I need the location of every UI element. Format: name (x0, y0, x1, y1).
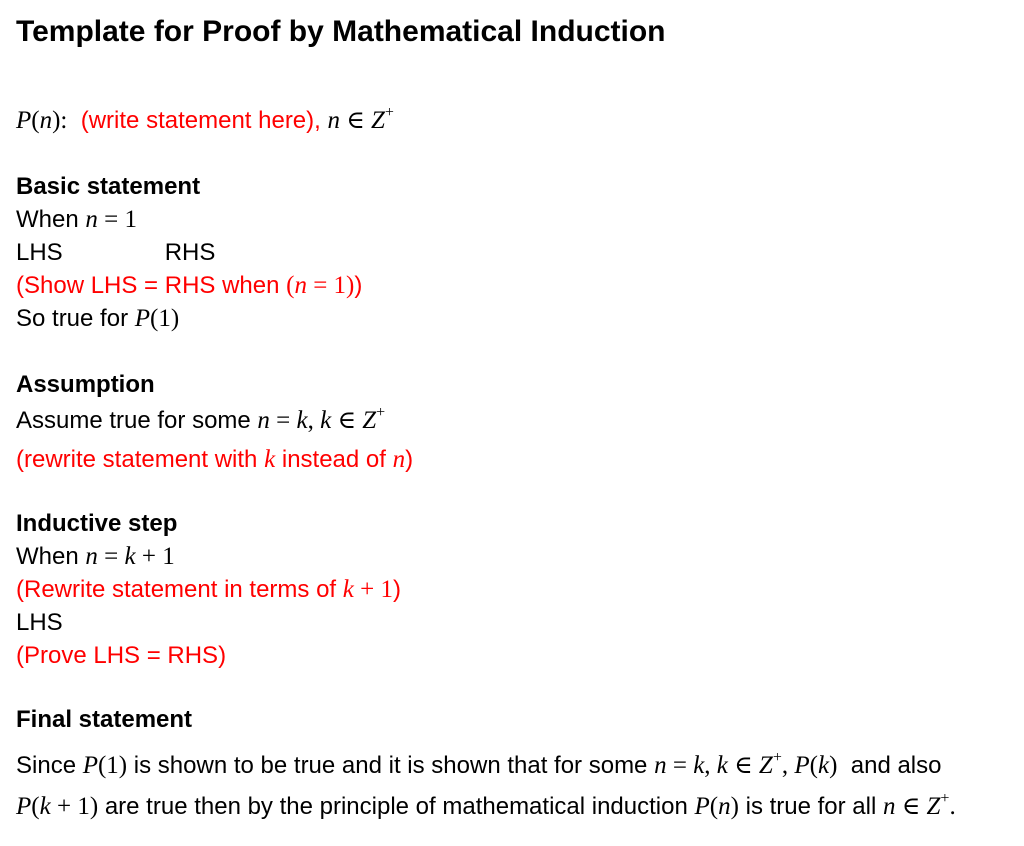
math-var-P: P (16, 107, 32, 134)
text-run: Assume true for some (16, 407, 258, 434)
math-var-n: n (882, 793, 896, 820)
rhs-label: RHS (164, 239, 216, 266)
element-of-symbol: ∈ (727, 752, 759, 779)
lhs-rhs-line (16, 236, 1018, 269)
rewrite-note-run: instead of (275, 446, 393, 473)
prove-lhs-rhs-note-line (16, 639, 1018, 672)
math-paren: ( (31, 793, 40, 820)
math-var-k: k (716, 752, 728, 779)
math-paren: ( (809, 752, 818, 779)
math-var-P: P (16, 793, 32, 820)
final-paragraph-line-1 (16, 745, 1018, 786)
text-run: is true for all (738, 793, 883, 820)
rewrite-terms-note-run: (Rewrite statement in terms of (16, 576, 343, 603)
math-period: . (949, 793, 956, 820)
math-var-k-red: k (264, 446, 276, 473)
math-var-n: n (654, 752, 667, 779)
math-var-n: n (85, 206, 98, 233)
math-var-k: k (693, 752, 705, 779)
math-var-n: n (39, 107, 53, 134)
prove-note-run: (Prove LHS = RHS) (16, 642, 227, 669)
math-var-n: n (85, 543, 98, 570)
so-true-line (16, 302, 1018, 335)
element-of-symbol: ∈ (340, 107, 372, 134)
math-var-k: k (817, 752, 830, 779)
final-paragraph-line-2 (16, 786, 1018, 827)
math-arg-one: (1) (97, 752, 128, 779)
math-plus-one-red: + 1 (353, 576, 393, 603)
basic-statement-heading: Basic statement (16, 173, 201, 200)
final-statement-heading: Final statement (16, 706, 193, 733)
math-equals: = (269, 407, 297, 434)
math-plus-one: + 1 (135, 543, 175, 570)
math-plus-one: + 1) (50, 793, 99, 820)
rewrite-note-run: (rewrite statement with (16, 446, 265, 473)
inductive-when-line (16, 540, 1018, 573)
lhs-label: LHS (16, 239, 63, 266)
math-var-P: P (794, 752, 810, 779)
lhs-line (16, 606, 1018, 639)
closing-paren-red: ) (354, 272, 363, 299)
math-var-k: k (124, 543, 136, 570)
rewrite-statement-note-line (16, 443, 1018, 476)
math-var-n: n (327, 107, 340, 134)
text-run: are true then by the principle of mathematical induction (98, 793, 695, 820)
math-paren: ( (31, 107, 40, 134)
show-note-run: (Show LHS = RHS when (16, 272, 287, 299)
math-var-P: P (134, 305, 151, 332)
inductive-step-heading: Inductive step (16, 510, 178, 537)
math-var-k: k (296, 407, 308, 434)
text-run: So true for (16, 305, 135, 332)
math-comma: , (781, 752, 795, 779)
superscript-plus: + (376, 404, 386, 421)
math-var-Z: Z (371, 107, 385, 134)
math-var-k: k (39, 793, 51, 820)
gap-run (321, 107, 328, 134)
assumption-heading: Assumption (16, 371, 155, 398)
math-var-n-red: n (392, 446, 406, 473)
closing-paren-red: ) (392, 576, 401, 603)
math-var-Z: Z (758, 752, 773, 779)
math-var-n-red: n (294, 272, 307, 299)
closing-paren-red: ) (405, 446, 414, 473)
math-paren-colon: ): (52, 107, 68, 134)
math-var-k-red: k (342, 576, 354, 603)
math-comma: , (704, 752, 717, 779)
rewrite-in-terms-note-line (16, 573, 1018, 606)
lhs-label: LHS (16, 609, 63, 636)
superscript-plus: + (940, 790, 950, 807)
superscript-plus: + (384, 104, 394, 121)
element-of-symbol: ∈ (895, 793, 927, 820)
math-comma: , (307, 407, 321, 434)
text-run: is shown to be true and it is shown that for some (127, 752, 655, 779)
text-run: and also (837, 752, 942, 779)
math-var-Z: Z (926, 793, 941, 820)
math-paren: ) (730, 793, 739, 820)
math-equals-one-red: = 1) (306, 272, 355, 299)
superscript-plus: + (772, 749, 782, 766)
page-title: Template for Proof by Mathematical Induction (16, 15, 666, 48)
assume-true-line (16, 404, 1018, 437)
basic-when-line (16, 203, 1018, 236)
math-paren: ( (709, 793, 719, 820)
math-paren: ) (829, 752, 838, 779)
pn-definition-line (16, 104, 1018, 138)
math-var-n: n (257, 407, 270, 434)
math-equals: = (97, 543, 125, 570)
show-lhs-rhs-note-line (16, 269, 1018, 302)
text-run: When (16, 543, 86, 570)
math-var-P: P (694, 793, 710, 820)
math-paren-red: ( (286, 272, 295, 299)
math-equals-one: = 1 (97, 206, 137, 233)
math-var-n: n (718, 793, 731, 820)
text-run: Since (16, 752, 83, 779)
math-var-k: k (320, 407, 332, 434)
write-statement-here-note: (write statement here), (80, 107, 321, 134)
math-var-P: P (82, 752, 98, 779)
math-arg-one: (1) (150, 305, 180, 332)
math-equals: = (666, 752, 694, 779)
text-run: When (16, 206, 86, 233)
gap-run (67, 107, 80, 134)
element-of-symbol: ∈ (331, 407, 363, 434)
math-var-Z: Z (362, 407, 377, 434)
